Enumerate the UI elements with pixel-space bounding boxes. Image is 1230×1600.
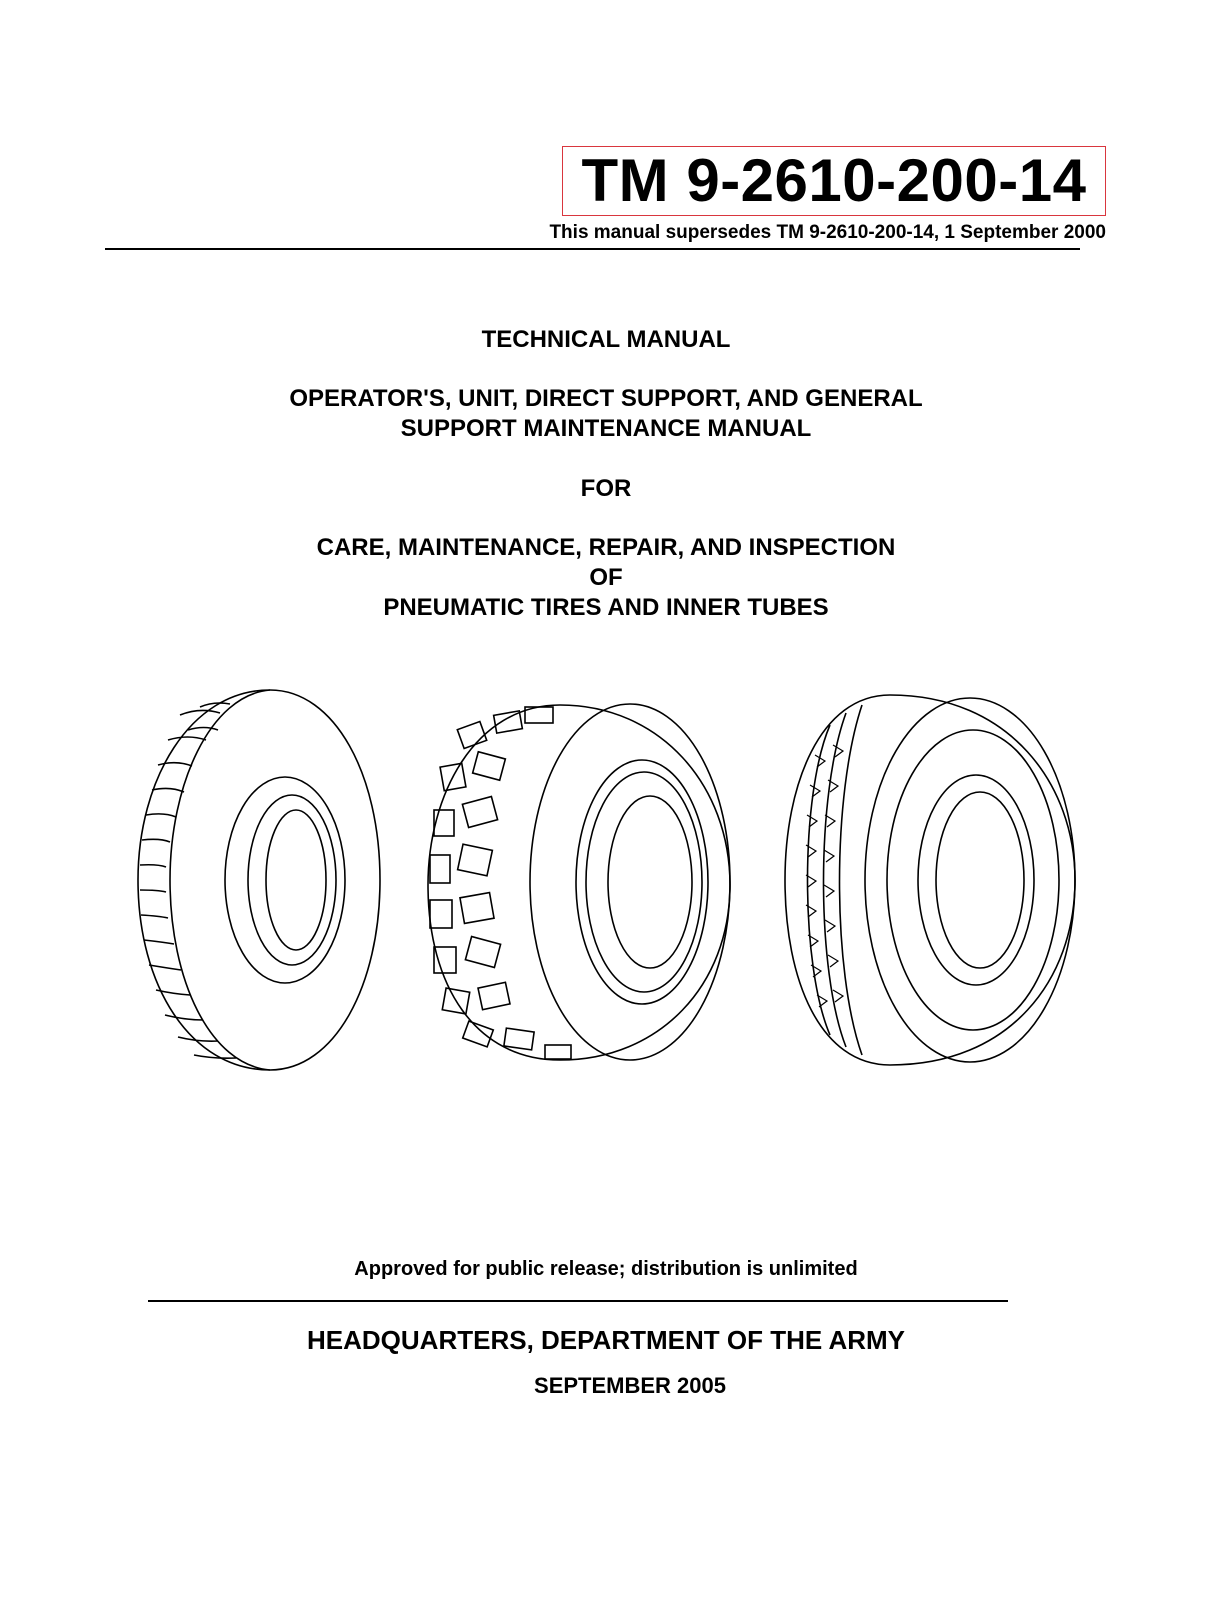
subject-line: OF (589, 564, 623, 591)
for-label: FOR (580, 475, 632, 502)
manual-description-line: SUPPORT MAINTENANCE MANUAL (400, 415, 812, 442)
tire-icon (785, 695, 1075, 1065)
subject-title (0, 533, 1212, 623)
supersedes-notice: This manual supersedes TM 9-2610-200-14, 1 September 2000 (549, 222, 1106, 243)
tm-number-box (562, 146, 1106, 216)
subject-line: PNEUMATIC TIRES AND INNER TUBES (383, 594, 829, 621)
document-type: TECHNICAL MANUAL (481, 326, 731, 353)
bottom-divider (148, 1300, 1008, 1302)
tire-icon (138, 690, 380, 1070)
tm-number: TM 9-2610-200-14 (581, 147, 1087, 214)
publication-date: SEPTEMBER 2005 (534, 1373, 726, 1398)
release-statement: Approved for public release; distribution is unlimited (354, 1258, 858, 1280)
tires-illustration (130, 685, 1090, 1085)
manual-description-line: OPERATOR'S, UNIT, DIRECT SUPPORT, AND GENERAL (289, 385, 923, 412)
top-divider (105, 248, 1080, 250)
subject-line: CARE, MAINTENANCE, REPAIR, AND INSPECTION (316, 534, 896, 561)
headquarters: HEADQUARTERS, DEPARTMENT OF THE ARMY (307, 1325, 905, 1355)
manual-description (0, 384, 1212, 444)
tire-icon (428, 704, 730, 1060)
